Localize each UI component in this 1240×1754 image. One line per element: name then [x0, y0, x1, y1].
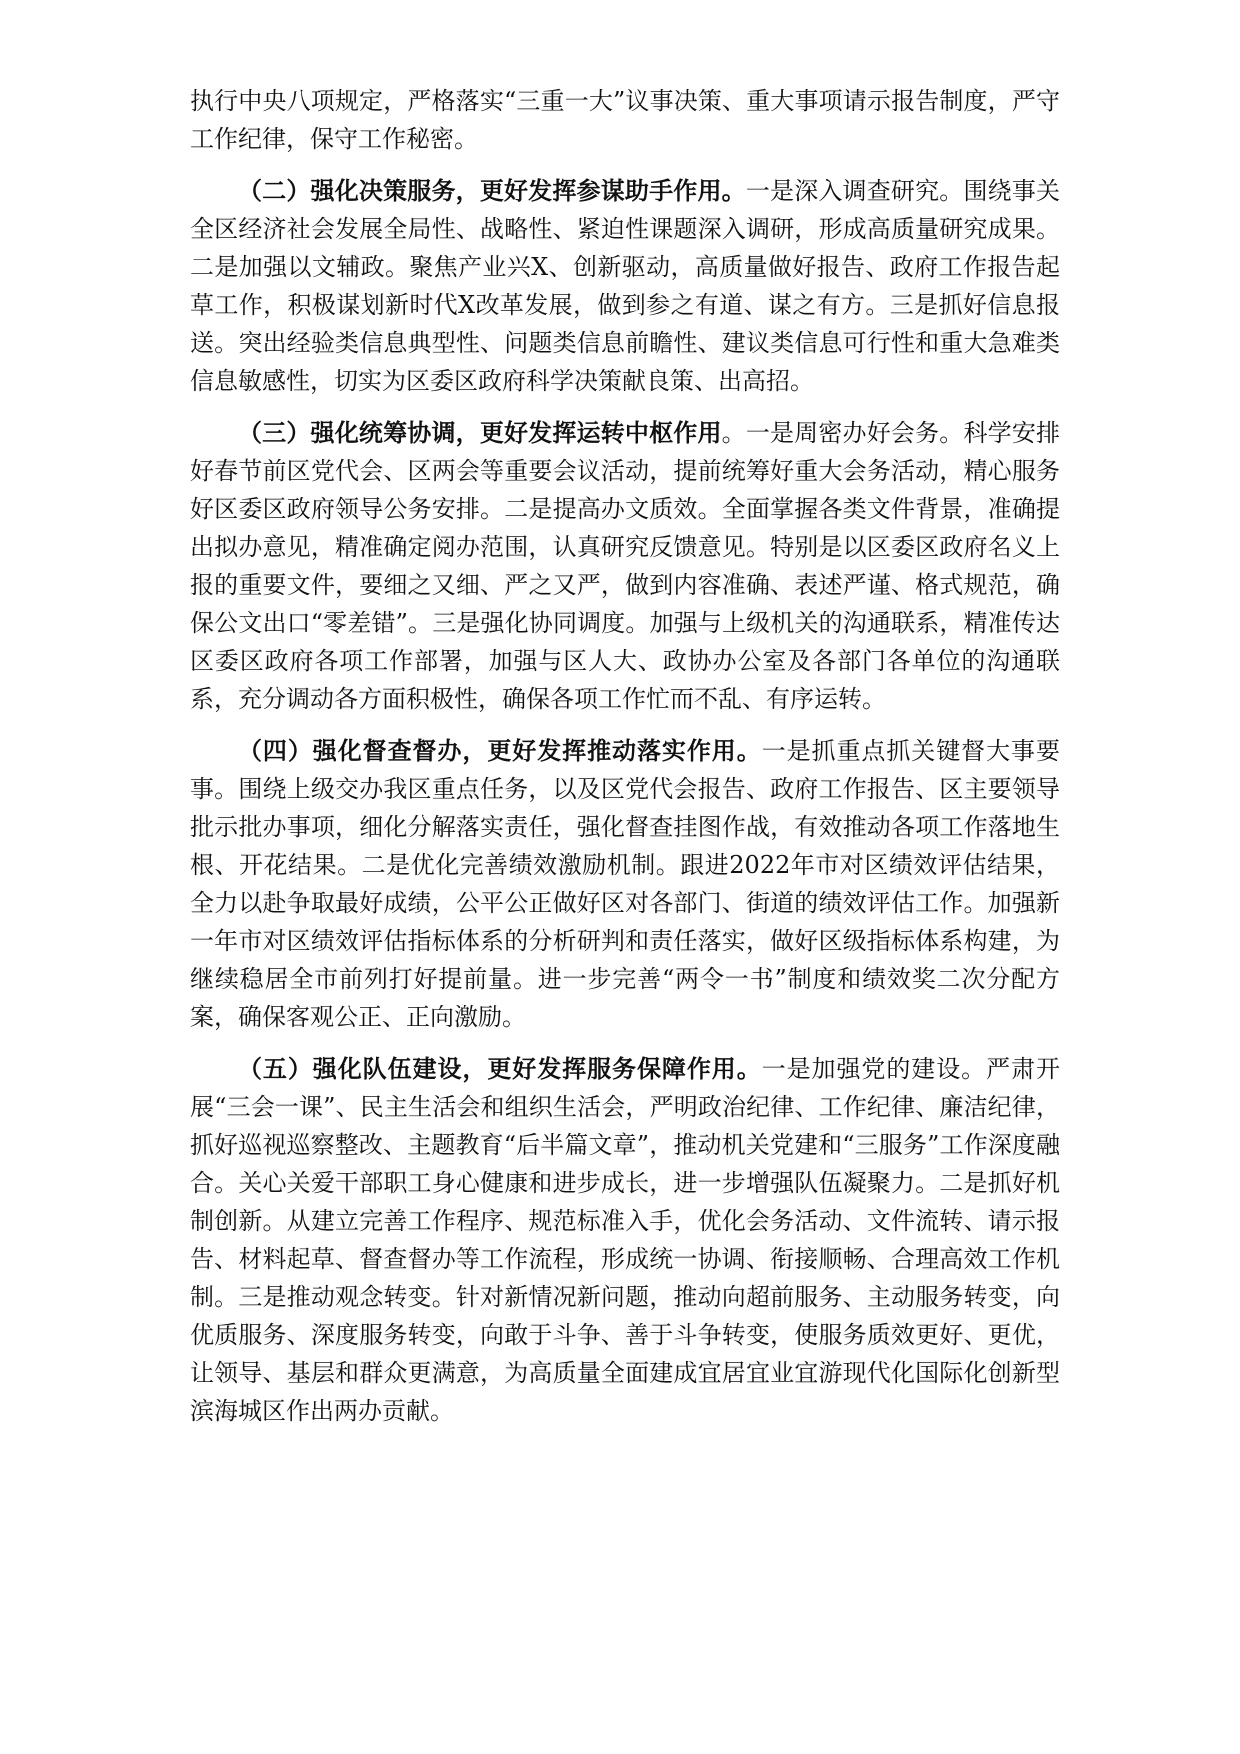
paragraph-text: 执行中央八项规定，严格落实“三重一大”议事决策、重大事项请示报告制度，严守工作纪律，保守工作秘密。 — [190, 87, 1060, 153]
paragraph-heading: （三）强化统筹协调，更好发挥运转中枢作用 — [238, 418, 722, 447]
paragraph-heading: （五）强化队伍建设，更好发挥服务保障作用。 — [238, 1054, 762, 1083]
paragraph-text: 。一是周密办好会务。科学安排好春节前区党代会、区两会等重要会议活动，提前统筹好重大会务活动，精心服务好区委区政府领导公务安排。二是提高办文质效。全面掌握各类文件背景，准确提出拟办意见，精准确定阅办范围，认真研究反馈意见。特别是以区委区政府名义上报的重要文件，要细之又细、严之又严，做到内容准确、表述严谨、格式规范，确保公文出口“零差错”。三是强化协同调度。加强与上级机关的沟通联系，精准传达区委区政府各项工作部署，加强与区人大、政协办公室及各部门各单位的沟通联系，充分调动各方面积极性，确保各项工作忙而不乱、有序运转。 — [190, 419, 1061, 713]
paragraph-supervision — [190, 732, 1060, 1036]
paragraph-text: 一是深入调查研究。围绕事关全区经济社会发展全局性、战略性、紧迫性课题深入调研，形成高质量研究成果。二是加强以文辅政。聚焦产业兴X、创新驱动，高质量做好报告、政府工作报告起草工作，积极谋划新时代X改革发展，做到参之有道、谋之有方。三是抓好信息报送。突出经验类信息典型性、问题类信息前瞻性、建议类信息可行性和重大急难类信息敏感性，切实为区委区政府科学决策献良策、出高招。 — [190, 177, 1061, 395]
paragraph-coordination — [190, 414, 1060, 718]
paragraph-decision-service — [190, 172, 1060, 400]
paragraph-continued — [190, 82, 1060, 158]
paragraph-heading: （二）强化决策服务，更好发挥参谋助手作用。 — [238, 176, 746, 205]
document-body — [190, 82, 1060, 1430]
paragraph-heading: （四）强化督查督办，更好发挥推动落实作用。 — [238, 736, 762, 765]
paragraph-team-building — [190, 1050, 1060, 1430]
paragraph-text: 一是抓重点抓关键督大事要事。围绕上级交办我区重点任务，以及区党代会报告、政府工作报告、区主要领导批示批办事项，细化分解落实责任，强化督查挂图作战，有效推动各项工作落地生根、开花结果。二是优化完善绩效激励机制。跟进2022年市对区绩效评估结果，全力以赴争取最好成绩，公平公正做好区对各部门、街道的绩效评估工作。加强新一年市对区绩效评估指标体系的分析研判和责任落实，做好区级指标体系构建，为继续稳居全市前列打好提前量。进一步完善“两令一书”制度和绩效奖二次分配方案，确保客观公正、正向激励。 — [190, 737, 1060, 1031]
paragraph-text: 一是加强党的建设。严肃开展“三会一课”、民主生活会和组织生活会，严明政治纪律、工作纪律、廉洁纪律，抓好巡视巡察整改、主题教育“后半篇文章”，推动机关党建和“三服务”工作深度融合。关心关爱干部职工身心健康和进步成长，进一步增强队伍凝聚力。二是抓好机制创新。从建立完善工作程序、规范标准入手，优化会务活动、文件流转、请示报告、材料起草、督查督办等工作流程，形成统一协调、衔接顺畅、合理高效工作机制。三是推动观念转变。针对新情况新问题，推动向超前服务、主动服务转变，向优质服务、深度服务转变，向敢于斗争、善于斗争转变，使服务质效更好、更优，让领导、基层和群众更满意，为高质量全面建成宜居宜业宜游现代化国际化创新型滨海城区作出两办贡献。 — [190, 1055, 1060, 1425]
